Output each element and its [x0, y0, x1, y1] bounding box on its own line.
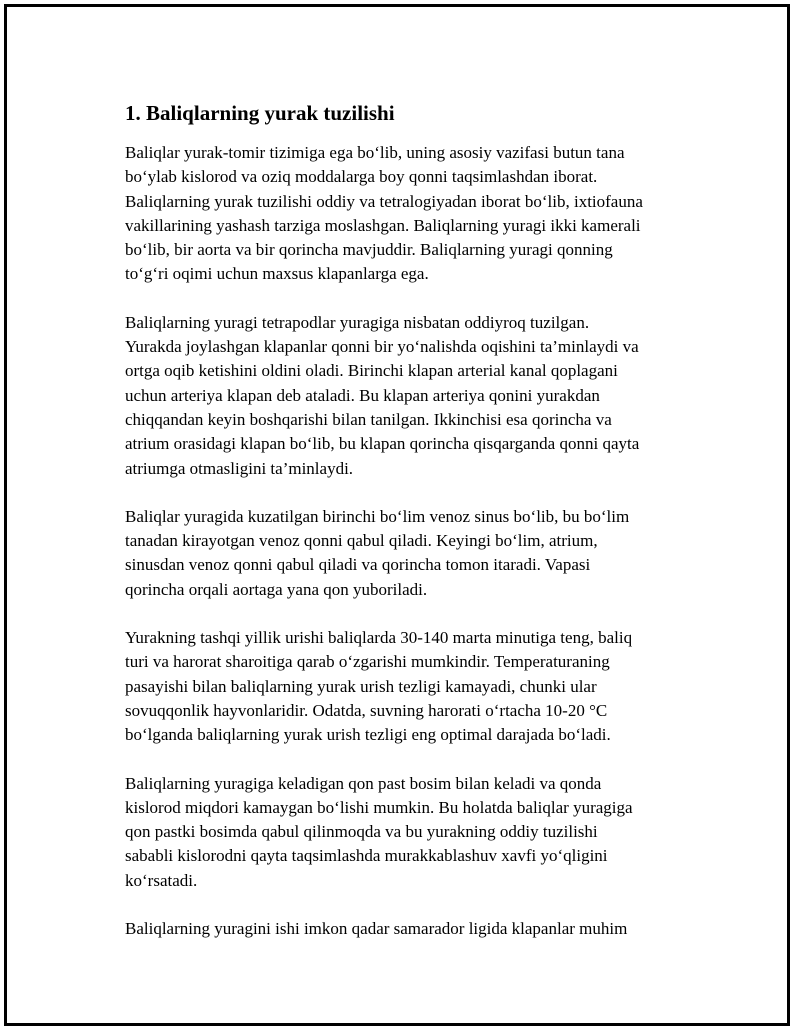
text-line: Yurakda joylashgan klapanlar qonni bir yo‘nalishda oqishini ta’minlaydi va: [125, 337, 639, 357]
text-line: Baliqlar yurak-tomir tizimiga ega bo‘lib, uning asosiy vazifasi butun tana: [125, 143, 625, 162]
paragraph-2: [125, 311, 695, 481]
text-line: bo‘lib, bir aorta va bir qorincha mavjuddir. Baliqlarning yuragi qonning: [125, 240, 613, 260]
paragraph-1: [125, 141, 695, 287]
text-line: uchun arteriya klapan deb ataladi. Bu klapan arteriya qonini yurakdan: [125, 385, 600, 405]
text-line: qorincha orqali aortaga yana qon yuboriladi.: [125, 579, 428, 599]
text-line: pasayishi bilan baliqlarning yurak urish tezligi kamayadi, chunki ular: [125, 676, 597, 696]
text-line: Baliqlarning yuragini ishi imkon qadar samarador ligida klapanlar muhim: [125, 919, 628, 939]
paragraph-3: [125, 505, 695, 602]
text-line: atriumga otmasligini ta’minlaydi.: [125, 458, 354, 478]
text-line: sababli kislorodni qayta taqsimlashda murakkablashuv xavfi yo‘qligini: [125, 846, 608, 866]
paragraph-6: [125, 917, 695, 941]
text-line: ortga oqib ketishini oldini oladi. Birinchi klapan arterial kanal qoplagani: [125, 361, 618, 381]
text-line: chiqqandan keyin boshqarishi bilan tanilgan. Ikkinchisi esa qorincha va: [125, 409, 612, 429]
text-line: kislorod miqdori kamaygan bo‘lishi mumkin. Bu holatda baliqlar yuragiga: [125, 797, 633, 817]
text-line: bo‘ylab kislorod va oziq moddalarga boy qonni taqsimlashdan iborat.: [125, 167, 598, 187]
text-line: Baliqlarning yurak tuzilishi oddiy va tetralogiyadan iborat bo‘lib, ixtiofauna: [125, 191, 643, 211]
text-line: Baliqlarning yuragi tetrapodlar yuragiga nisbatan oddiyroq tuzilgan.: [125, 312, 590, 332]
text-line: Baliqlar yuragida kuzatilgan birinchi bo‘lim venoz sinus bo‘lib, bu bo‘lim: [125, 506, 630, 526]
text-line: atrium orasidagi klapan bo‘lib, bu klapan qorincha qisqarganda qonni qayta: [125, 434, 640, 454]
text-line: Baliqlarning yuragiga keladigan qon past bosim bilan keladi va qonda: [125, 773, 602, 793]
text-line: ko‘rsatadi.: [125, 870, 198, 890]
text-line: qon pastki bosimda qabul qilinmoqda va bu yurakning oddiy tuzilishi: [125, 822, 598, 842]
text-line: bo‘lganda baliqlarning yurak urish tezligi eng optimal darajada bo‘ladi.: [125, 725, 611, 745]
paragraph-5: [125, 772, 695, 893]
text-line: Yurakning tashqi yillik urishi baliqlarda 30-140 marta minutiga teng, baliq: [125, 628, 633, 648]
text-line: sovuqqonlik hayvonlaridir. Odatda, suvning harorati o‘rtacha 10-20 °C: [125, 700, 608, 720]
document-body: [125, 99, 695, 965]
page-frame: [4, 4, 790, 1026]
text-line: tanadan kirayotgan venoz qonni qabul qiladi. Keyingi bo‘lim, atrium,: [125, 531, 598, 551]
section-title: 1. Baliqlarning yurak tuzilishi: [125, 101, 395, 125]
text-line: sinusdan venoz qonni qabul qiladi va qorincha tomon itaradi. Vapasi: [125, 555, 591, 575]
text-line: vakillarining yashash tarziga moslashgan. Baliqlarning yuragi ikki kamerali: [125, 215, 641, 235]
paragraph-4: [125, 626, 695, 747]
text-line: to‘g‘ri oqimi uchun maxsus klapanlarga ega.: [125, 264, 429, 284]
text-line: turi va harorat sharoitiga qarab o‘zgarishi mumkindir. Temperaturaning: [125, 652, 610, 672]
